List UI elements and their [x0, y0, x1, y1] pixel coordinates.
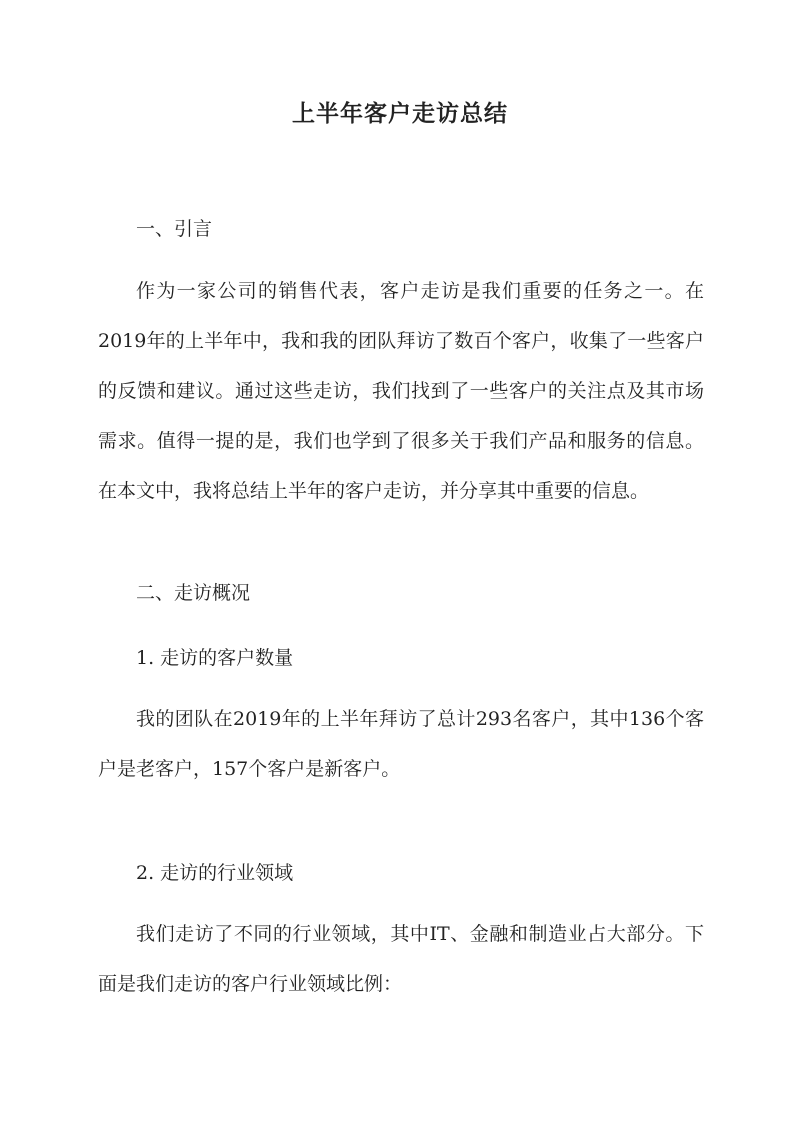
- section-heading-intro: 一、引言: [136, 218, 213, 240]
- document-title: 上半年客户走访总结: [292, 100, 508, 127]
- subheading-industry: 2. 走访的行业领域: [136, 862, 294, 884]
- customer-count-paragraph: 我的团队在2019年的上半年拜访了总计293名客户，其中136个客户是老客户，157个客户是新客户。: [98, 708, 704, 780]
- subheading-customer-count: 1. 走访的客户数量: [136, 647, 294, 669]
- section-heading-overview: 二、走访概况: [136, 582, 251, 604]
- industry-paragraph: 我们走访了不同的行业领域，其中IT、金融和制造业占大部分。下面是我们走访的客户行业领域比例：: [98, 923, 704, 995]
- intro-paragraph: 作为一家公司的销售代表，客户走访是我们重要的任务之一。在2019年的上半年中，我和我的团队拜访了数百个客户，收集了一些客户的反馈和建议。通过这些走访，我们找到了一些客户的关注点及其市场需求。值得一提的是，我们也学到了很多关于我们产品和服务的信息。在本文中，我将总结上半年的客户走访，并分享其中重要的信息。: [98, 280, 704, 502]
